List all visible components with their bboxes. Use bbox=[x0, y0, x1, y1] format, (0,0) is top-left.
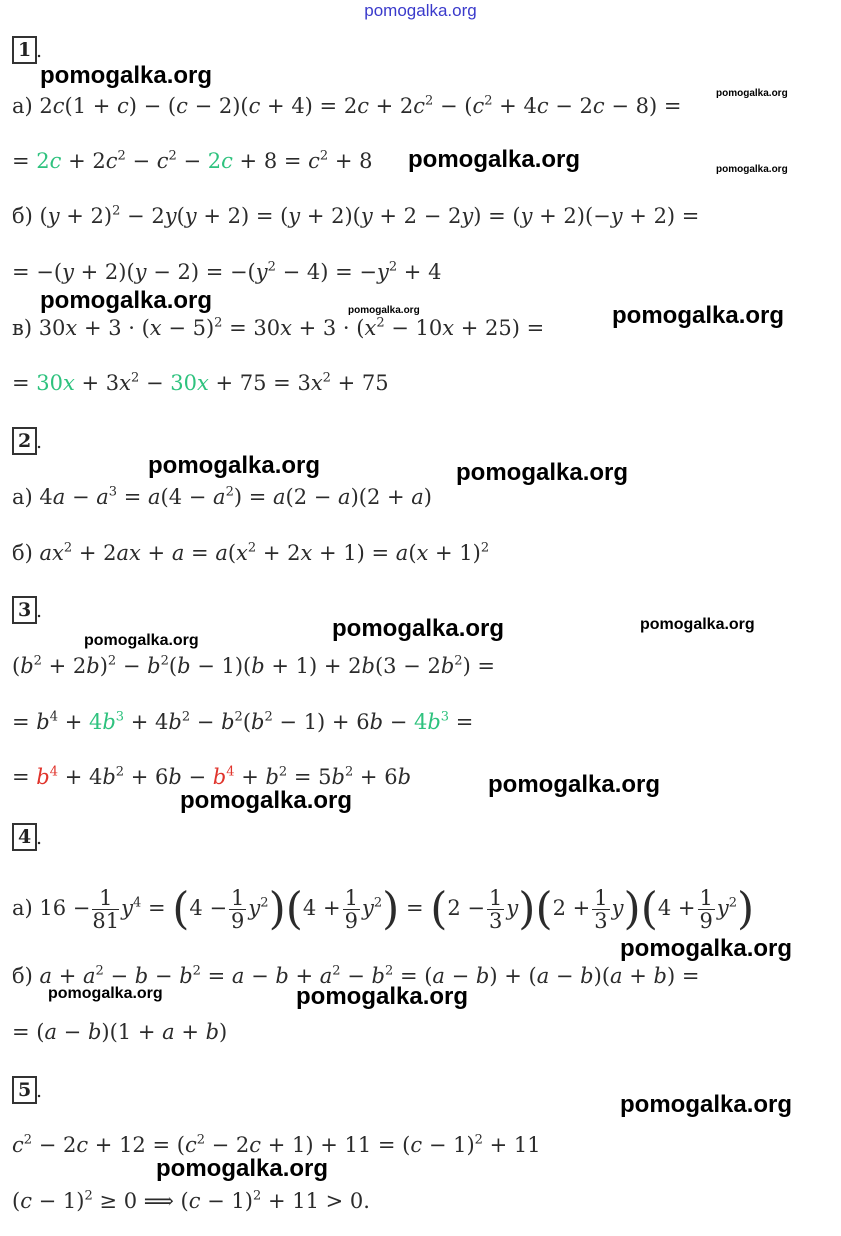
task-number-dot: . bbox=[36, 1080, 43, 1102]
watermark: pomogalka.org bbox=[40, 62, 213, 89]
item-label-a: а) bbox=[12, 485, 33, 509]
watermark: pomogalka.org bbox=[620, 1091, 793, 1118]
task4-b-line2: = (a − b)(1 + a + b) bbox=[12, 1020, 228, 1044]
task-number-3: 3 bbox=[12, 596, 37, 624]
task1-b-line2: = $-(y + 2)(y - 2) = -(y^2 - 4) = -y^2 + 4$ bbox=[12, 259, 442, 284]
watermark: pomogalka.org bbox=[156, 1155, 329, 1182]
item-label-b: б) bbox=[12, 204, 33, 228]
task3-line2: = $b^4 + 4b^3 + 4b^2 - b^2(b^2 - 1) + 6b - 4b^3$ = bbox=[12, 709, 474, 734]
task-number-4: 4 bbox=[12, 823, 37, 851]
watermark: pomogalka.org bbox=[488, 771, 661, 798]
task-number-dot: . bbox=[36, 431, 43, 453]
task-number-1: 1 bbox=[12, 36, 37, 64]
task-number-5: 5 bbox=[12, 1076, 37, 1104]
task5-line1: $c^2 - 2c + 12 = (c^2 - 2c + 1) + 11 = (c - 1)^2 + 11$ bbox=[12, 1132, 541, 1157]
site-header: pomogalka.org bbox=[364, 1, 477, 20]
watermark: pomogalka.org bbox=[640, 616, 755, 633]
task4-b-line1: б) $a + a^2 - b - b^2 = a - b + a^2 - b^2 = (a - b) + (a - b)(a + b)$ = bbox=[12, 963, 700, 988]
watermark: pomogalka.org bbox=[456, 459, 629, 486]
watermark: pomogalka.org bbox=[620, 935, 793, 962]
task-number-2: 2 bbox=[12, 427, 37, 455]
watermark: pomogalka.org bbox=[40, 287, 213, 314]
watermark: pomogalka.org bbox=[148, 452, 321, 479]
watermark: pomogalka.org bbox=[348, 305, 420, 316]
item-label-b: б) bbox=[12, 541, 33, 565]
watermark: pomogalka.org bbox=[48, 985, 163, 1002]
watermark: pomogalka.org bbox=[84, 632, 199, 649]
watermark: pomogalka.org bbox=[180, 787, 353, 814]
task3-line1: $(b^2 + 2b)^2 - b^2(b - 1)(b + 1) + 2b(3 - 2b^2)$ = bbox=[12, 653, 496, 678]
watermark: pomogalka.org bbox=[408, 146, 581, 173]
task3-line3: = $b^4 + 4b^2 + 6b - b^4 + b^2 = 5b^2 + 6b$ bbox=[12, 764, 412, 789]
task1-v-line2: = $30x + 3x^2 - 30x + 75 = 3x^2 + 75$ bbox=[12, 370, 389, 395]
task-number-dot: . bbox=[36, 827, 43, 849]
task1-b-line1: б) $(y + 2)^2 - 2y(y + 2) = (y + 2)(y + 2 - 2y) = (y + 2)(-y + 2)$ = bbox=[12, 203, 700, 228]
item-label-a: а) bbox=[12, 94, 33, 118]
item-label-v: в) bbox=[12, 316, 33, 340]
task2-b-line: б) $ax^2 + 2ax + a = a(x^2 + 2x + 1) = a(x + 1)^2$ bbox=[12, 540, 490, 565]
task-number-dot: . bbox=[36, 600, 43, 622]
watermark: pomogalka.org bbox=[296, 983, 469, 1010]
watermark: pomogalka.org bbox=[332, 615, 505, 642]
task-number-dot: . bbox=[36, 40, 43, 62]
watermark: pomogalka.org bbox=[716, 164, 788, 175]
task1-a-line1: а) $2c(1 + c) - (c - 2)(c + 4) = 2c + 2c^2 - (c^2 + 4c - 2c - 8)$ = bbox=[12, 93, 682, 118]
item-label-a: а) bbox=[12, 896, 33, 920]
task2-a-line: а) $4a - a^3 = a(4 - a^2) = a(2 - a)(2 + a)$ bbox=[12, 484, 432, 509]
watermark: pomogalka.org bbox=[612, 302, 785, 329]
task1-a-line2: = $2c + 2c^2 - c^2 - 2c + 8 = c^2 + 8$ bbox=[12, 148, 373, 173]
task5-line2: $(c - 1)^2 \ge 0$ ⟹ $(c - 1)^2 + 11 > 0$. bbox=[12, 1188, 370, 1213]
task1-v-line1: в) $30x + 3 \cdot (x - 5)^2 = 30x + 3 \cdot (x^2 - 10x + 25)$ = bbox=[12, 315, 545, 340]
item-label-b: б) bbox=[12, 964, 33, 988]
task4-a-line: а) 16 − $\frac{1}{81}$ $y^4 = (4$ − $\frac{1}{9}$ $y^2)(4$ + $\frac{1}{9}$ $y^2) = (2$ − $\frac{1}{3}$ y)(2 + $\frac{1}{3}$ y)(4 + $\frac{1}{9}$ $y^2$) bbox=[12, 883, 755, 935]
watermark: pomogalka.org bbox=[716, 88, 788, 99]
